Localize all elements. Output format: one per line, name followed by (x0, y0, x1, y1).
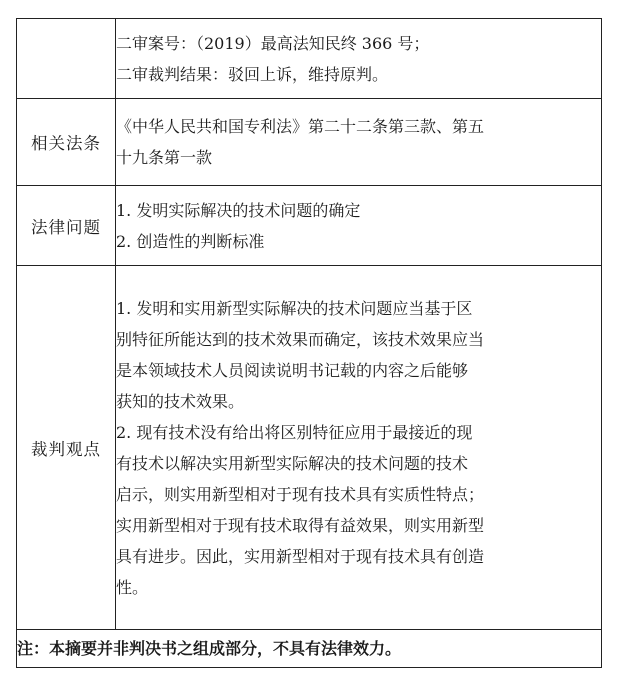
row-label-empty (17, 19, 116, 99)
case-info-content (116, 19, 602, 99)
content-line: 2. 创造性的判断标准 (116, 231, 265, 251)
table-row-note (17, 630, 602, 668)
table-row-case-info (17, 19, 602, 99)
disclaimer-note: 注：本摘要并非判决书之组成部分，不具有法律效力。 (17, 630, 602, 668)
row-label-holding: 裁判观点 (17, 266, 116, 630)
case-summary-table (16, 18, 602, 668)
content-line: 1. 发明和实用新型实际解决的技术问题应当基于区 (116, 298, 473, 318)
content-line: 性。 (116, 577, 149, 597)
related-law-content (116, 99, 602, 186)
content-line: 二审裁判结果：驳回上诉，维持原判。 (116, 64, 389, 84)
row-label-related-law: 相关法条 (17, 99, 116, 186)
holding-content (116, 266, 602, 630)
content-line: 具有进步。因此，实用新型相对于现有技术具有创造 (116, 546, 485, 566)
table-row-holding (17, 266, 602, 630)
content-line: 二审案号：（2019）最高法知民终 366 号； (116, 33, 430, 53)
content-line: 实用新型相对于现有技术取得有益效果，则实用新型 (116, 515, 485, 535)
content-line: 十九条第一款 (116, 148, 213, 167)
content-line: 《中华人民共和国专利法》第二十二条第三款、第五 (116, 117, 485, 136)
table-row-related-law (17, 99, 602, 186)
row-label-legal-issues: 法律问题 (17, 186, 116, 266)
content-line: 获知的技术效果。 (116, 391, 245, 411)
content-line: 是本领域技术人员阅读说明书记载的内容之后能够 (116, 360, 469, 380)
content-line: 有技术以解决实用新型实际解决的技术问题的技术 (116, 453, 469, 473)
legal-issues-content (116, 186, 602, 266)
content-line: 2. 现有技术没有给出将区别特征应用于最接近的现 (116, 422, 473, 442)
content-line: 启示，则实用新型相对于现有技术具有实质性特点； (116, 484, 485, 504)
content-line: 1. 发明实际解决的技术问题的确定 (116, 200, 361, 220)
content-line: 别特征所能达到的技术效果而确定，该技术效果应当 (116, 329, 485, 349)
table-row-legal-issues (17, 186, 602, 266)
